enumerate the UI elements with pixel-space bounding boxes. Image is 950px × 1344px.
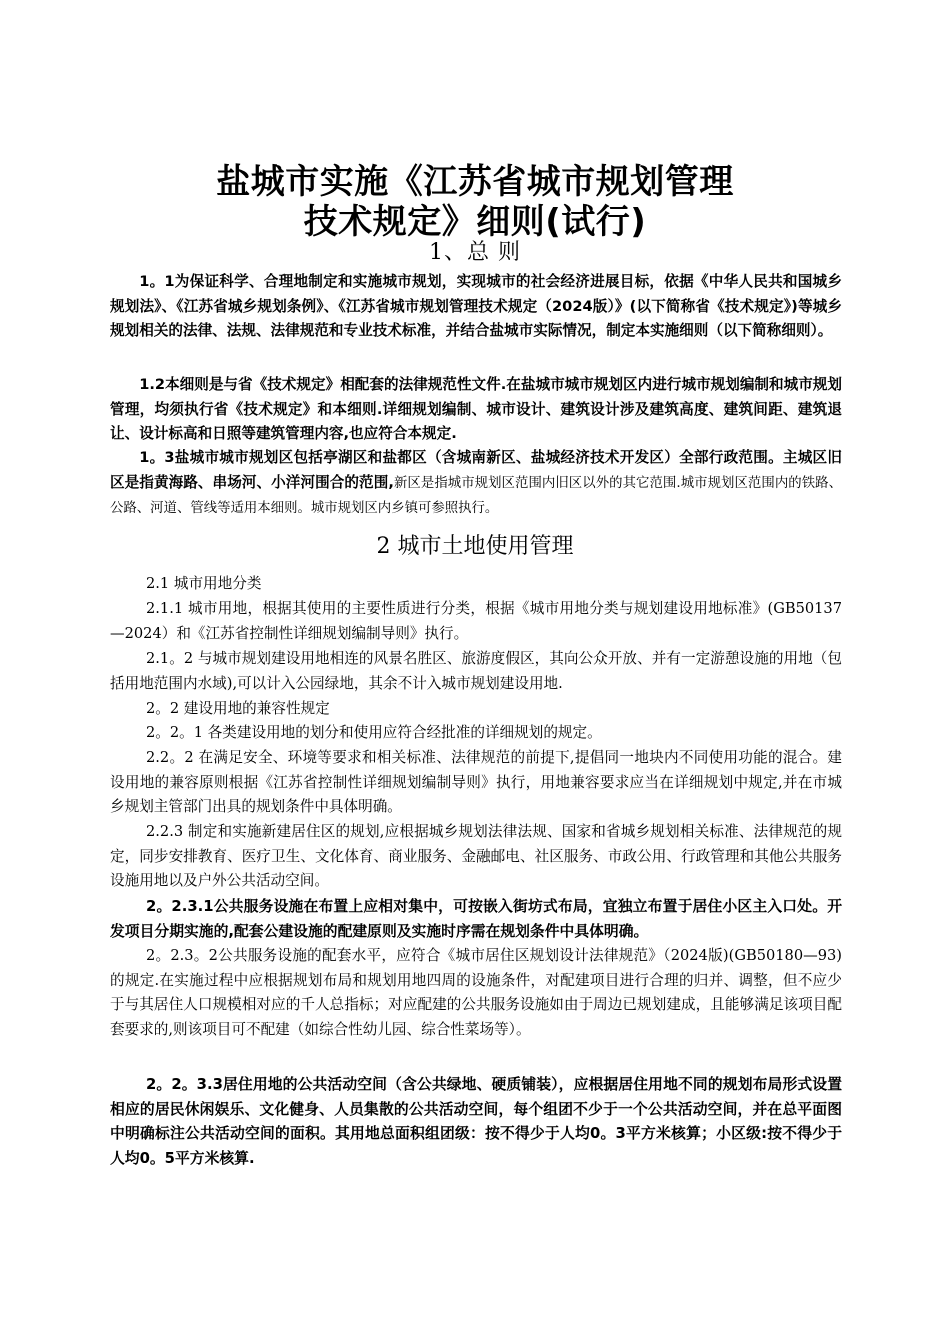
document-title-line2: 技术规定》细则(试行) — [303, 202, 647, 242]
paragraph-2-2: 2。2 建设用地的兼容性规定 — [146, 700, 330, 717]
paragraph-2-2-2: 2.2。2 在满足安全、环境等要求和相关标准、法律规范的前提下,提倡同一地块内不同使用功能的混合。建设用地的兼容原则根据《江苏省控制性详细规划编制导则》执行，用地兼容要求应当在详细规划中规定,并在市城乡规划主管部门出具的规划条件中具体明确。 — [110, 749, 842, 815]
paragraph-2-1: 2.1 城市用地分类 — [146, 575, 262, 592]
paragraph-2-1-2: 2.1。2 与城市规划建设用地相连的风景名胜区、旅游度假区，其向公众开放、并有一定游憩设施的用地（包括用地范围内水域),可以计入公园绿地，其余不计入城市规划建设用地. — [110, 650, 842, 692]
paragraph-2-2-1: 2。2。1 各类建设用地的划分和使用应符合经批准的详细规划的规定。 — [146, 724, 602, 741]
paragraph-2-2-3-1: 2。2.3.1公共服务设施在布置上应相对集中，可按嵌入街坊式布局，宜独立布置于居住小区主入口处。开发项目分期实施的,配套公建设施的配建原则及实施时序需在规划条件中具体明确。 — [110, 898, 842, 940]
paragraph-2-2-3-2: 2。2.3。2公共服务设施的配套水平，应符合《城市居住区规划设计法律规范》（2024版)(GB50180—93)的规定.在实施过程中应根据规划布局和规划用地四周的设施条件，对配建项目进行合理的归并、调整，但不应少于与其居住人口规模相对应的千人总指标；对应配建的公共服务设施如由于周边已规划建成，且能够满足该项目配套要求的,则该项目可不配建（如综合性幼儿园、综合性菜场等）。 — [110, 947, 842, 1038]
paragraph-2-1-1: 2.1.1 城市用地，根据其使用的主要性质进行分类，根据《城市用地分类与规划建设用地标准》(GB50137—2024）和《江苏省控制性详细规划编制导则》执行。 — [110, 600, 842, 642]
paragraph-1-3 — [110, 446, 842, 522]
paragraph-1-3-bold: 1。3盐城市城市规划区包括亭湖区和盐都区（含城南新区、盐城经济技术开发区）全部行政范围。主城区旧区是指黄海路、串场河、小洋河围合的范围, — [110, 449, 842, 491]
section1-heading: 1、总 则 — [429, 240, 521, 265]
paragraph-1-3-normal: 新区是指城市规划区范围内旧区以外的其它范围.城市规划区范围内的铁路、公路、河道、管线等适用本细则。城市规划区内乡镇可参照执行。 — [110, 475, 843, 516]
document-title-line1: 盐城市实施《江苏省城市规划管理 — [216, 162, 734, 202]
paragraph-2-2-3: 2.2.3 制定和实施新建居住区的规划,应根据城乡规划法律法规、国家和省城乡规划相关标准、法律规范的规定，同步安排教育、医疗卫生、文化体育、商业服务、金融邮电、社区服务、市政公用、行政管理和其他公共服务设施用地以及户外公共活动空间。 — [110, 823, 842, 889]
paragraph-2-2-3-3: 2。2。3.3居住用地的公共活动空间（含公共绿地、硬质铺装），应根据居住用地不同的规划布局形式设置相应的居民休闲娱乐、文化健身、人员集散的公共活动空间，每个组团不少于一个公共活动空间，并在总平面图中明确标注公共活动空间的面积。其用地总面积组团级：按不得少于人均0。3平方米核算；小区级:按不得少于人均0。5平方米核算. — [110, 1076, 842, 1167]
section2-heading: 2 城市土地使用管理 — [376, 534, 574, 559]
paragraph-1-1: 1。1为保证科学、合理地制定和实施城市规划，实现城市的社会经济进展目标，依据《中华人民共和国城乡规划法》、《江苏省城乡规划条例》、《江苏省城市规划管理技术规定（2024版）》(以下简称省《技术规定》)等城乡规划相关的法律、法规、法律规范和专业技术标准，并结合盐城市实际情况，制定本实施细则（以下简称细则）。 — [110, 273, 842, 339]
paragraph-1-2: 1.2本细则是与省《技术规定》相配套的法律规范性文件.在盐城市城市规划区内进行城市规划编制和城市规划管理，均须执行省《技术规定》和本细则.详细规划编制、城市设计、建筑设计涉及建筑高度、建筑间距、建筑退让、设计标高和日照等建筑管理内容,也应符合本规定. — [110, 376, 842, 442]
